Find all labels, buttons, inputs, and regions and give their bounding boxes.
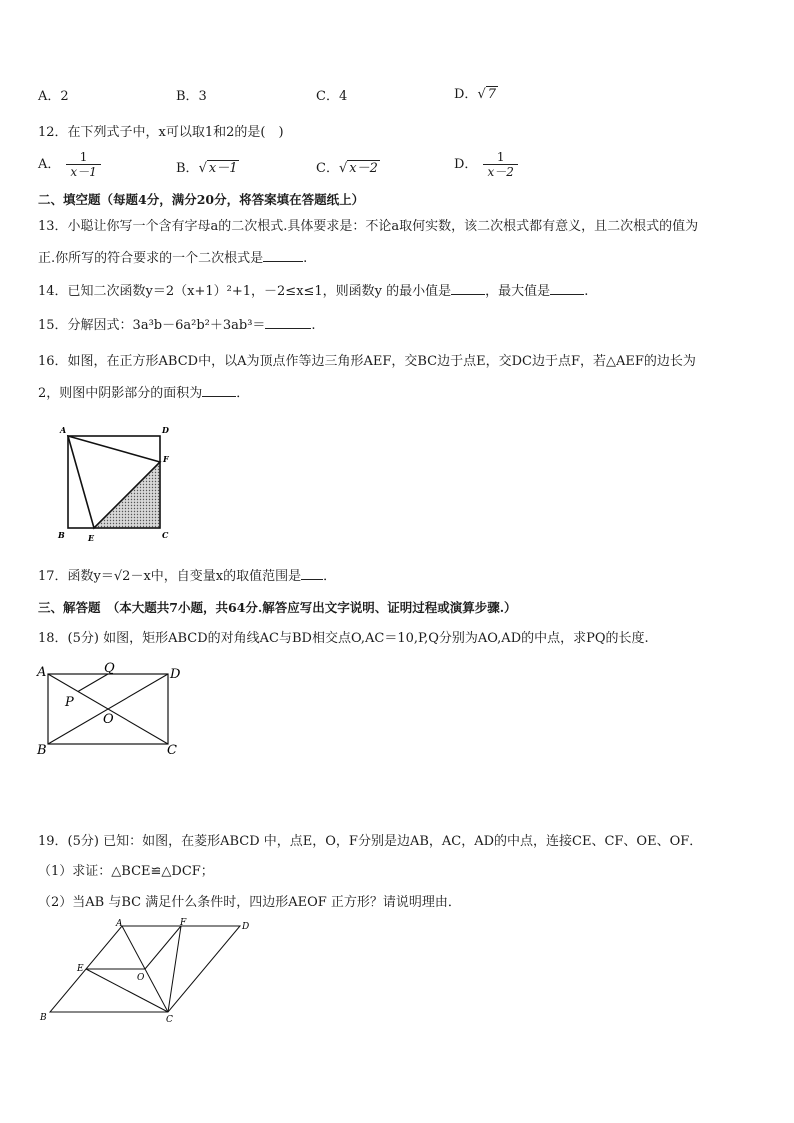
q13-line1: 13．小聪让你写一个含有字母a的二次根式.具体要求是：不论a取何实数，该二次根式都有意义，且二次根式的值为	[38, 219, 699, 234]
q11-option-a: A．2	[38, 89, 69, 104]
answer-blank	[263, 249, 303, 262]
q12-stem: 12．在下列式子中，x可以取1和2的是( )	[38, 125, 284, 140]
radicand: 7	[487, 87, 497, 102]
sqrt-sign: √	[198, 161, 207, 176]
label-c: C	[162, 530, 169, 540]
label-c: C	[166, 1015, 173, 1024]
answer-blank	[301, 567, 323, 580]
label-a: A	[60, 425, 67, 435]
section2-heading: 二、填空题（每题4分，满分20分，将答案填在答题纸上）	[38, 192, 365, 207]
q11-option-b: B．3	[176, 89, 207, 104]
q14-part3: .	[584, 284, 589, 299]
answer-blank-max	[550, 282, 584, 295]
q12-option-a	[38, 150, 101, 179]
q12-option-c	[316, 160, 380, 178]
numerator: 1	[496, 150, 505, 164]
label-d: D	[170, 667, 181, 682]
label-f: F	[180, 918, 187, 928]
numerator: 1	[79, 150, 88, 164]
sqrt-sign: √	[477, 87, 486, 102]
q13-line2	[38, 249, 307, 268]
q14-part1: 14．已知二次函数y＝2（x+1）²+1，－2≤x≤1，则函数y 的最小值是	[38, 284, 452, 299]
label-d: D	[242, 922, 250, 932]
section3-heading: 三、解答题 （本大题共7小题，共64分.解答应写出文字说明、证明过程或演算步骤.）	[38, 600, 517, 615]
radicand: x－2	[349, 161, 378, 176]
q12-option-c-sqrt	[339, 160, 380, 178]
q12-option-a-prefix: A．	[38, 157, 61, 172]
label-f: F	[163, 454, 169, 464]
q11-option-c: C．4	[316, 89, 348, 104]
q18-text: 18．(5分) 如图，矩形ABCD的对角线AC与BD相交点O,AC＝10,P,Q分别为AO,AD的中点，求PQ的长度.	[38, 631, 649, 646]
label-b: B	[37, 743, 47, 758]
q19-part2: （2）当AB 与BC 满足什么条件时，四边形AEOF 正方形？请说明理由．	[38, 895, 461, 910]
label-p: P	[65, 695, 74, 710]
label-d: D	[162, 425, 169, 435]
label-e: E	[88, 533, 95, 543]
label-b: B	[40, 1013, 47, 1023]
q11-option-d	[454, 86, 498, 104]
label-q: Q	[104, 661, 115, 676]
q12-option-d-fraction	[483, 150, 517, 179]
denominator: x－1	[66, 164, 100, 179]
q16-line1: 16．如图，在正方形ABCD中，以A为顶点作等边三角形AEF，交BC边于点E，交DC边于点F，若△AEF的边长为	[38, 354, 696, 369]
q16-line2-text: 2，则图中阴影部分的面积为	[38, 386, 203, 401]
label-e: E	[77, 964, 84, 974]
q12-option-c-prefix: C．	[316, 161, 339, 176]
q14-text	[38, 282, 588, 301]
q11-option-d-sqrt	[477, 86, 498, 104]
q12-option-b-sqrt	[199, 160, 240, 178]
label-c: C	[167, 743, 177, 758]
segment-ce	[86, 969, 168, 1012]
answer-blank	[265, 316, 311, 329]
q19-stem: 19．(5分) 已知：如图，在菱形ABCD 中，点E，O，F分别是边AB，AC，AD的中点，连接CE、CF、OE、OF．	[38, 834, 703, 849]
q15-end: .	[311, 318, 316, 333]
q18-figure	[34, 660, 184, 760]
q17-text	[38, 567, 336, 586]
q16-line2-end: ．	[236, 386, 250, 401]
label-b: B	[58, 530, 65, 540]
label-o: O	[103, 712, 114, 727]
q17-expression: 17．函数y＝√2－x中，自变量x的取值范围是	[38, 569, 302, 584]
label-o: O	[137, 973, 145, 983]
q19-part1: （1）求证：△BCE≌△DCF；	[38, 864, 214, 879]
answer-blank-min	[451, 282, 485, 295]
q16-line2	[38, 384, 249, 403]
label-a: A	[116, 919, 123, 929]
q12-option-b	[176, 160, 239, 178]
q16-figure	[52, 420, 176, 544]
radicand: x－1	[208, 161, 238, 176]
q19-figure	[36, 916, 256, 1024]
q11-option-d-prefix: D．	[454, 87, 478, 102]
q14-part2: ，最大值是	[485, 284, 551, 299]
q13-line2-text: 正.你所写的符合要求的一个二次根式是	[38, 251, 264, 266]
q12-option-d-prefix: D．	[454, 157, 478, 172]
q15-text	[38, 316, 316, 335]
label-a: A	[37, 665, 47, 680]
denominator: x－2	[483, 164, 517, 179]
q13-line2-end: .	[303, 251, 308, 266]
q17-end: ．	[323, 569, 337, 584]
answer-blank	[202, 384, 236, 397]
segment-pq	[78, 674, 108, 692]
q12-option-a-fraction	[66, 150, 100, 179]
q12-option-d	[454, 150, 518, 179]
q15-expression: 15．分解因式：3a³b－6a²b²＋3ab³＝	[38, 318, 266, 333]
q12-option-b-prefix: B．	[176, 161, 199, 176]
sqrt-sign: √	[338, 161, 348, 176]
